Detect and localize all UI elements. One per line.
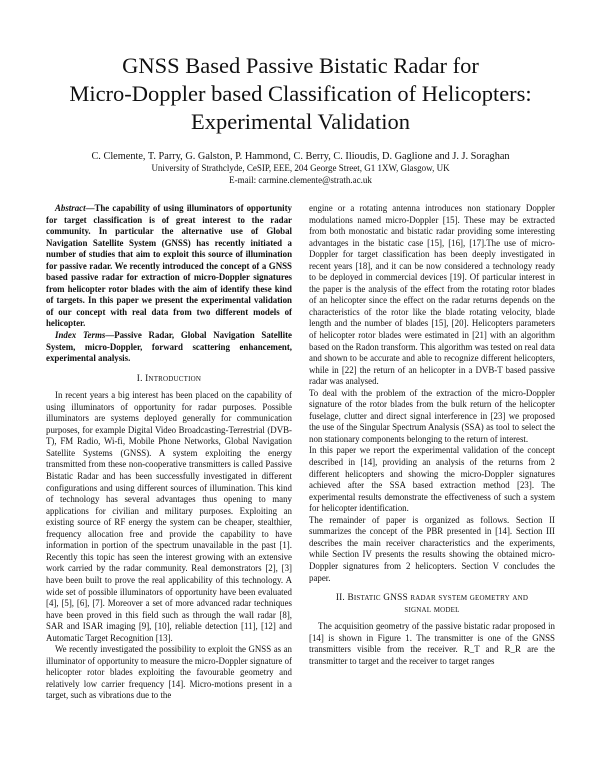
section-heading-geometry xyxy=(309,592,555,616)
index-terms-label: Index Terms xyxy=(55,330,106,341)
two-column-body xyxy=(46,203,555,702)
intro-paragraph-5: In this paper we report the experimental validation of the concept described in [14], providing an analysis of the returns from 2 different helicopters and showing the micro-Doppler signatures achieved after the SSA based extraction method [23]. The experimental results demonstrate the effectiveness of such a system for helicopter identification. xyxy=(309,445,555,514)
title-line-3: Experimental Validation xyxy=(191,109,410,134)
title-line-2: Micro-Doppler based Classification of Helicopters: xyxy=(69,81,532,106)
title-line-1: GNSS Based Passive Bistatic Radar for xyxy=(122,53,479,78)
intro-paragraph-3: engine or a rotating antenna introduces non stationary Doppler modulations named micro-Doppler [15]. These may be extracted from both monostatic and bistatic radar providing some interesting advantages in the bistatic case [15], [16], [17].The use of micro-Doppler for target classification has been deeply investigated in recent years [18], and it can be now considered a technology ready to be deployed in commercial devices [19]. Of particular interest in the paper is the analysis of the effect from the rotating rotor blades of an helicopter since the effect on the radar returns depends on the characteristics of the rotor like the blade rotating velocity, blade length and the number of blades [15], [20]. Helicopters parameters of helicopter rotor blades were estimated in [21] with an algorithm based on the Radon transform. This algorithm was tested on real data and shown to be accurate and able to recognize different helicopters, while in [22] the return of an helicopter in a DVB-T based passive radar was analysed. xyxy=(309,203,555,387)
section-heading-introduction: I. Introduction xyxy=(136,373,202,384)
index-terms xyxy=(46,330,292,365)
intro-paragraph-1: In recent years a big interest has been placed on the capability of using illuminators of opportunity for radar purposes. Possible illuminators are systems deployed generally for communication purposes, for example Digital Video Broadcasting-Terrestrial (DVB-T), FM Radio, Wi-fi, Mobile Phone Networks, Global Navigation Satellite Systems (GNSS). A system exploiting the energy transmitted from these non-cooperative transmitters is called Passive Bistatic Radar and has been successfully investigated in different configurations and using different sources of illumination. This kind of technology has several advantages thus opening to many applications for civilian and military purposes. Exploiting an existing source of RF energy the system can be cheaper, stealthier, frequency allocation free and provide the capability to have information in portion of the spectrum unavailable in the past [1]. Recently this topic has seen the interest growing with an extensive work carried by the radar community. Real demonstrators [2], [3] have been built to prove the real applicability of this technology. A wide set of possible illuminators of opportunity have been evaluated [4], [5], [6], [7]. Moreover a set of more advanced radar techniques have been proved in this field such as through the wall radar [8], SAR and ISAR imaging [9], [10], reliable detection [11], [12] and Automatic Target Recognition [13]. xyxy=(46,390,292,643)
geometry-paragraph: The acquisition geometry of the passive bistatic radar proposed in [14] is shown in Figure 1. The transmitter is one of the GNSS transmitters visible from the receiver. R_T and R_R are the transmitter to target and the receiver to target ranges xyxy=(309,621,555,666)
abstract xyxy=(46,203,292,330)
affiliation: University of Strathclyde, CeSIP, EEE, 204 George Street, G1 1XW, Glasgow, UK xyxy=(151,163,450,173)
intro-paragraph-6: The remainder of paper is organized as follows. Section II summarizes the concept of the PBR presented in [14]. Section III describes the main receiver characteristics and the experiments, while Section IV presents the results showing the obtained micro-Doppler signatures from 2 helicopters. Section V concludes the paper. xyxy=(309,514,555,583)
paper-title xyxy=(46,52,555,136)
author-list: C. Clemente, T. Parry, G. Galston, P. Hammond, C. Berry, C. Ilioudis, D. Gaglione and J. J. Soraghan xyxy=(91,151,510,162)
index-terms-text: —Passive Radar, Global Navigation Satellite System, micro-Doppler, forward scattering enhancement, experimental analysis. xyxy=(46,330,292,364)
section-2-heading-line-2: signal model xyxy=(404,605,460,616)
left-column xyxy=(46,203,292,702)
section-2-heading-line-1: II. Bistatic GNSS radar system geometry and xyxy=(335,593,529,604)
intro-paragraph-4: To deal with the problem of the extraction of the micro-Doppler signature of the rotor blades from the bulk return of the helicopter fuselage, clutter and direct signal interference in [23] we proposed the use of the Singular Spectrum Analysis (SSA) as tool to select the non stationary components belonging to the return of interest. xyxy=(309,387,555,444)
intro-paragraph-2: We recently investigated the possibility to exploit the GNSS as an illuminator of opportunity to measure the micro-Doppler signature of helicopter rotor blades exploiting the favourable geometry and relatively low carrier frequency [14]. Micro-motions present in a target, such as vibrations due to the xyxy=(46,644,292,701)
right-column xyxy=(309,203,555,702)
abstract-text: —The capability of using illuminators of opportunity for target classification is of great interest to the radar community. In particular the alternative use of Global Navigation Satellite System (GNSS) has recently initiated a number of studies that aim to exploit this source of illumination for passive radar. We recently introduced the concept of a GNSS based passive radar for extraction of micro-Doppler signatures from helicopter rotor blades with the aim of identify these kind of targets. In this paper we present the experimental validation of our concept with real data from two different models of helicopter. xyxy=(46,203,292,329)
abstract-label: Abstract xyxy=(55,203,86,213)
contact-email: E-mail: carmine.clemente@strath.ac.uk xyxy=(229,174,372,185)
